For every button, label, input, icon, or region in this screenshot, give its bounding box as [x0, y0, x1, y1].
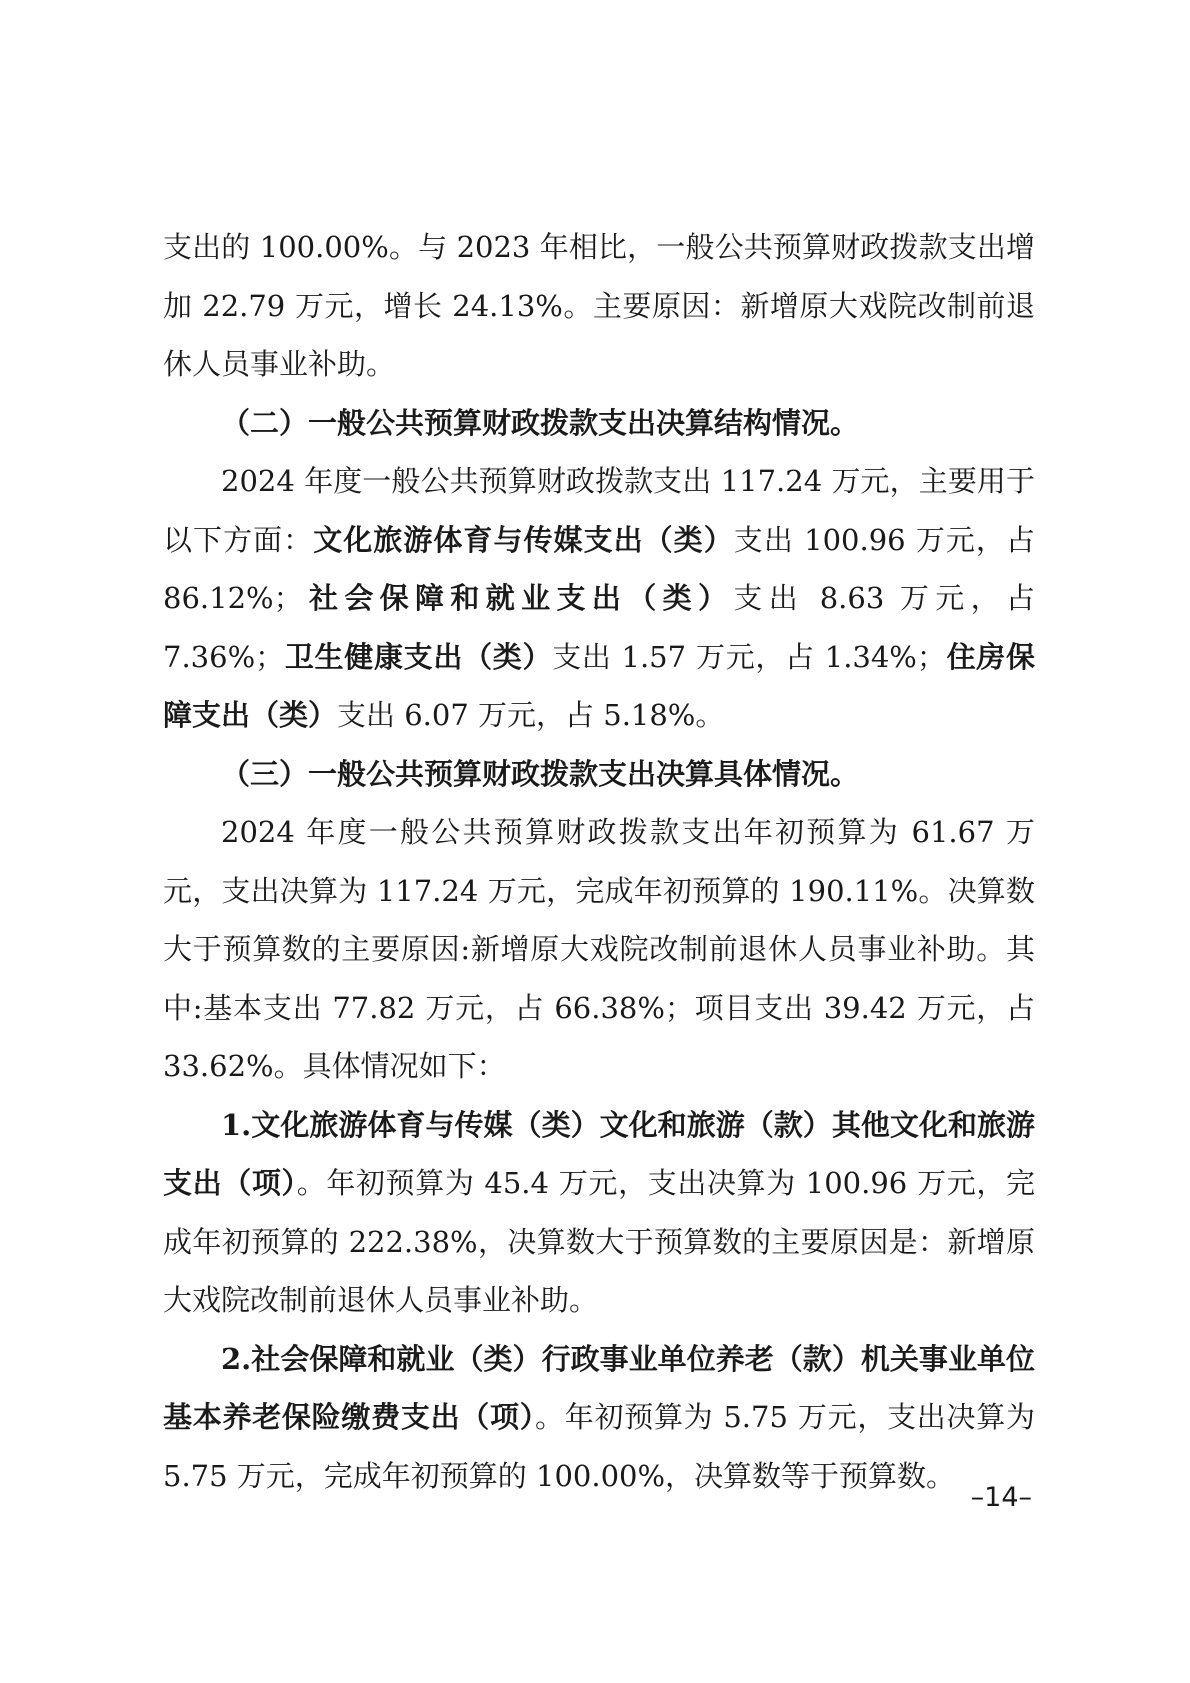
list-item-1-text: 。年初预算为 45.4 万元，支出决算为 100.96 万元，完成年初预算的 222.38%，决算数大于预算数的主要原因是：新增原大戏院改制前退休人员事业补助。 [163, 1166, 1035, 1317]
category-housing-text: 支出 6.07 万元，占 5.18%。 [337, 698, 725, 732]
category-health: 卫生健康支出（类） [284, 639, 553, 674]
list-item-1 [163, 1096, 1035, 1330]
list-item-2-title: 2.社会保障和就业（类）行政事业单位养老（款）机关事业单位基本养老保险缴费支出（项） [163, 1341, 1035, 1434]
section-heading-2: （二）一般公共预算财政拨款支出决算结构情况。 [221, 405, 860, 440]
section-heading-3: （三）一般公共预算财政拨款支出决算具体情况。 [221, 756, 860, 791]
document-body [163, 218, 1035, 1505]
structure-intro: 2024 年度一般公共预算财政拨款支出 117.24 万元，主要用于以下方面： [163, 464, 1035, 557]
category-culture-text: 支出 100.96 万元，占 86.12%； [163, 522, 1035, 615]
list-item-2 [163, 1330, 1035, 1506]
list-item-1-title: 1.文化旅游体育与传媒（类）文化和旅游（款）其他文化和旅游支出（项） [163, 1107, 1035, 1200]
category-social-security: 社会保障和就业支出（类） [302, 581, 734, 615]
page-number: –14– [970, 1482, 1032, 1513]
paragraph-continued: 支出的 100.00%。与 2023 年相比，一般公共预算财政拨款支出增加 22.79 万元，增长 24.13%。主要原因：新增原大戏院改制前退休人员事业补助。 [163, 230, 1035, 381]
category-housing: 住房保障支出（类） [163, 639, 1035, 732]
list-item-2-text: 。年初预算为 5.75 万元，支出决算为 5.75 万元，完成年初预算的 100.00%，决算数等于预算数。 [163, 1400, 1035, 1493]
category-health-text: 支出 1.57 万元，占 1.34%； [552, 639, 946, 674]
category-social-security-text: 支出 8.63 万元，占 7.36%； [163, 581, 1035, 674]
category-culture: 文化旅游体育与传媒支出（类） [313, 522, 734, 557]
paragraph-details: 2024 年度一般公共预算财政拨款支出年初预算为 61.67 万元，支出决算为 117.24 万元，完成年初预算的 190.11%。决算数大于预算数的主要原因:新增原大戏院改制前退休人员事业补助。其中:基本支出 77.82 万元，占 66.38%；项目支出 39.42 万元，占 33.62%。具体情况如下： [163, 815, 1035, 1083]
paragraph-structure [163, 452, 1035, 745]
